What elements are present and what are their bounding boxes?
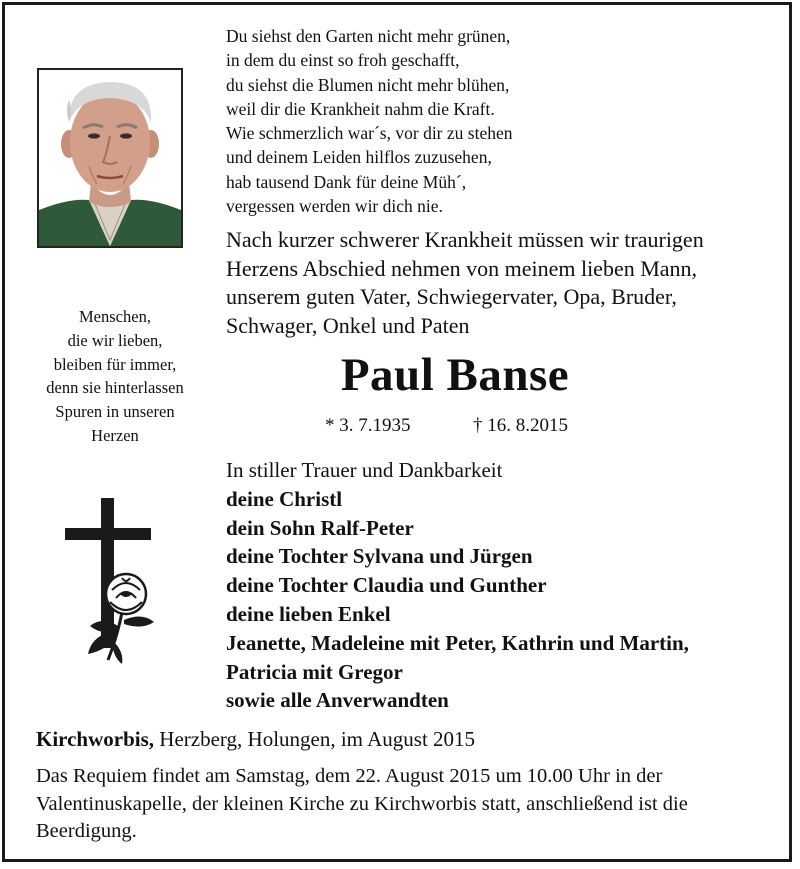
poem xyxy=(226,24,512,218)
side-quote-line: bleiben für immer, xyxy=(53,354,177,374)
poem-line: du siehst die Blumen nicht mehr blühen, xyxy=(226,74,510,95)
birth-date: * 3. 7.1935 xyxy=(325,415,411,436)
side-quote-line: Herzen xyxy=(91,425,139,445)
side-quote xyxy=(30,305,200,448)
poem-line: und deinem Leiden hilflos zuzusehen, xyxy=(226,147,492,168)
death-date: † 16. 8.2015 xyxy=(473,415,568,436)
poem-line: in dem du einst so froh geschafft, xyxy=(226,50,460,71)
mourner-line: deine Tochter Sylvana und Jürgen xyxy=(226,544,533,569)
poem-line: weil dir die Krankheit nahm die Kraft. xyxy=(226,98,495,119)
mourners-list xyxy=(226,456,689,715)
mourner-line: dein Sohn Ralf-Peter xyxy=(226,515,414,540)
announcement-line: unserem guten Vater, Schwiegervater, Opa, Bruder, xyxy=(226,284,677,310)
announcement-text xyxy=(226,226,704,340)
announcement-line: Schwager, Onkel und Paten xyxy=(226,312,470,338)
cross-with-rose-icon xyxy=(62,494,170,672)
deceased-name: Paul Banse xyxy=(340,349,570,401)
poem-line: Wie schmerzlich war´s, vor dir zu stehen xyxy=(226,123,513,144)
requiem-notice: Das Requiem findet am Samstag, dem 22. August 2015 um 10.00 Uhr in der Valentinuskapelle, der kleinen Kirche zu Kirchworbis statt, anschließend ist die Beerdigung. xyxy=(36,765,688,842)
poem-line: vergessen werden wir dich nie. xyxy=(226,196,443,217)
mourner-line: deine lieben Enkel xyxy=(226,601,391,626)
announcement-line: Herzens Abschied nehmen von meinem lieben Mann, xyxy=(226,255,698,281)
side-quote-line: Menschen, xyxy=(79,307,151,326)
mourner-line: deine Tochter Claudia und Gunther xyxy=(226,573,547,598)
mourner-line: deine Christl xyxy=(226,486,343,511)
poem-line: Du siehst den Garten nicht mehr grünen, xyxy=(226,26,511,46)
place-date-line xyxy=(36,727,475,752)
mourner-line: sowie alle Anverwandten xyxy=(226,688,449,713)
poem-line: hab tausend Dank für deine Müh´, xyxy=(226,171,467,192)
mourners-heading: In stiller Trauer und Dankbarkeit xyxy=(226,458,503,482)
mourner-line: Jeanette, Madeleine mit Peter, Kathrin und Martin, xyxy=(226,630,689,655)
announcement-line: Nach kurzer schwerer Krankheit müssen wir traurigen xyxy=(226,227,704,252)
side-quote-line: denn sie hinterlassen xyxy=(46,378,184,398)
side-quote-line: die wir lieben, xyxy=(67,330,163,350)
portrait-photo xyxy=(37,68,183,248)
place-main: Kirchworbis, xyxy=(36,727,155,751)
mourner-line: Patricia mit Gregor xyxy=(226,659,403,684)
side-quote-line: Spuren in unseren xyxy=(55,402,175,422)
portrait-illustration xyxy=(39,70,181,246)
place-rest: Herzberg, Holungen, im August 2015 xyxy=(154,727,476,751)
